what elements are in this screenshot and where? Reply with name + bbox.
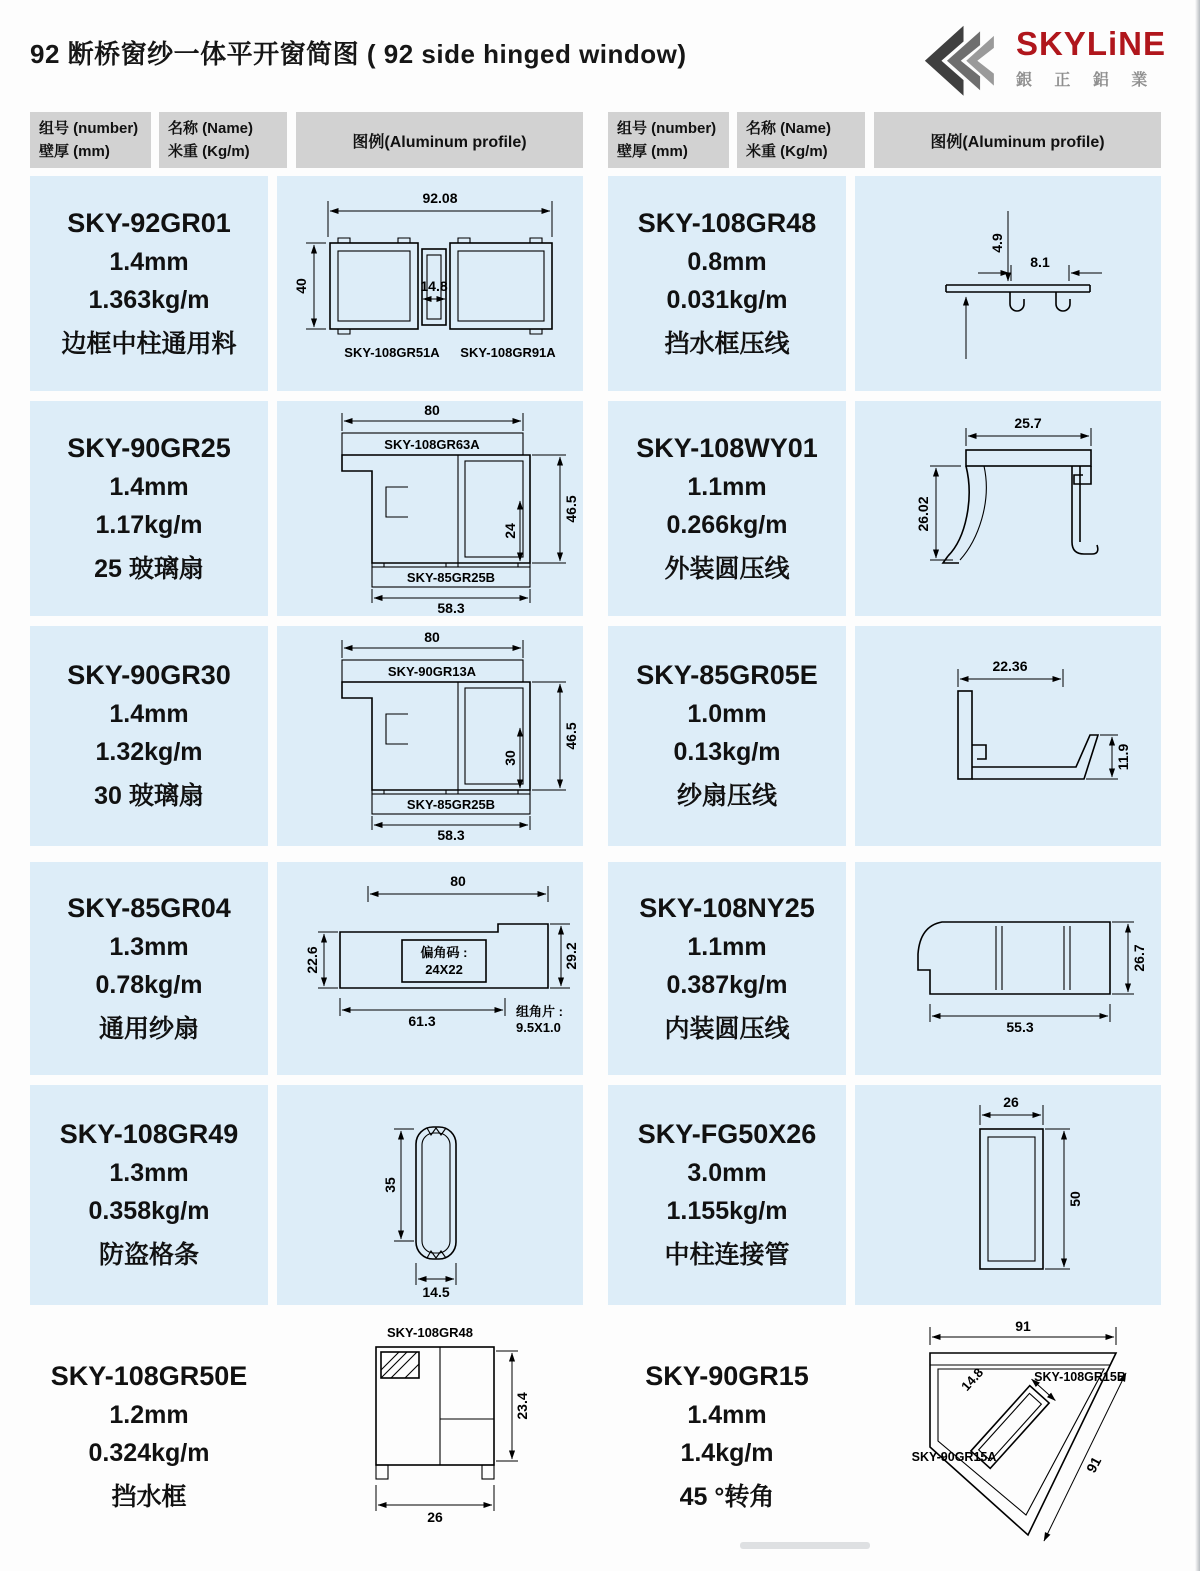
dim-height: 46.5	[563, 494, 579, 523]
header-name-weight	[159, 112, 287, 168]
header-number-thickness	[30, 112, 151, 168]
dim-inner: 24	[502, 522, 518, 539]
dim-height: 11.9	[1115, 743, 1131, 771]
product-row-sky-108gr49	[30, 1085, 583, 1305]
product-weight: 0.266kg/m	[666, 510, 788, 539]
product-name: 边框中柱通用料	[61, 329, 237, 358]
product-row-sky-85gr05e	[608, 626, 1161, 846]
dim-width: 22.36	[992, 658, 1028, 674]
profile-sketch	[858, 633, 1158, 839]
brand-name: SKYLiNE	[1015, 24, 1166, 62]
product-row-sky-108gr50e	[30, 1319, 583, 1554]
dim-bottom-width: 58.3	[437, 599, 465, 615]
header-number-label: 组号 (number)	[39, 120, 139, 137]
profile-drawing	[855, 176, 1161, 391]
dim-width: 26	[1003, 1094, 1019, 1110]
product-info	[30, 1319, 268, 1554]
profile-drawing	[277, 626, 583, 846]
header-legend-label: 图例(Aluminum profile)	[296, 112, 583, 168]
dim-mid: 14.8	[958, 1364, 987, 1394]
sub-profile-label: SKY-90GR15A	[911, 1449, 997, 1464]
company-logo	[912, 16, 1166, 100]
table-header-right	[608, 112, 1161, 168]
sub-profile-label: SKY-108GR91A	[460, 344, 556, 360]
product-code: SKY-90GR30	[67, 660, 231, 690]
product-info	[608, 176, 846, 391]
product-info	[608, 1085, 846, 1305]
profile-sketch	[280, 630, 580, 842]
product-row-sky-108ny25	[608, 862, 1161, 1075]
profile-sketch	[858, 406, 1158, 612]
profile-sketch	[280, 403, 580, 615]
dim-height: 4.9	[989, 232, 1005, 253]
product-thickness: 1.0mm	[687, 700, 767, 728]
product-thickness: 1.4mm	[109, 247, 189, 276]
sub-profile-label: SKY-108GR51A	[344, 344, 440, 360]
product-name: 30 玻璃扇	[94, 782, 204, 810]
profile-drawing	[855, 1085, 1161, 1305]
product-info	[608, 401, 846, 616]
dim-diagonal: 91	[1082, 1453, 1105, 1475]
profile-drawing	[855, 401, 1161, 616]
product-thickness: 1.4mm	[109, 700, 189, 728]
dim-height: 50	[1067, 1191, 1083, 1207]
sub-profile-label: SKY-108GR15B	[1034, 1369, 1126, 1384]
dim-height: 26.02	[915, 495, 931, 532]
profile-sketch	[858, 181, 1158, 387]
dim-height: 40	[293, 277, 309, 294]
dim-width: 80	[450, 872, 466, 889]
product-info	[608, 862, 846, 1075]
page-title: 92 断桥窗纱一体平开窗简图 ( 92 side hinged window)	[30, 39, 687, 69]
product-name: 挡水框压线	[664, 329, 790, 358]
product-info	[608, 1319, 846, 1554]
product-thickness: 1.2mm	[109, 1400, 189, 1429]
product-name: 45 °转角	[679, 1482, 775, 1511]
product-code: SKY-108GR50E	[50, 1360, 248, 1391]
drawing-note: 24X22	[425, 961, 463, 977]
header-name-label: 名称 (Name)	[746, 120, 832, 137]
profile-drawing	[855, 862, 1161, 1075]
product-info	[30, 862, 268, 1075]
product-name: 25 玻璃扇	[94, 554, 204, 583]
header-number-label: 组号 (number)	[617, 120, 717, 137]
header-thickness-label: 壁厚 (mm)	[39, 143, 110, 160]
product-name: 内装圆压线	[664, 1014, 790, 1043]
product-info	[30, 1085, 268, 1305]
logo-text	[1015, 24, 1166, 90]
product-row-sky-108gr48	[608, 176, 1161, 391]
product-row-sky-90gr15	[608, 1319, 1161, 1554]
product-row-sky-92gr01	[30, 176, 583, 391]
brand-subtitle: 銀 正 鋁 業	[1015, 71, 1157, 89]
table-header-left	[30, 112, 583, 168]
product-name: 防盗格条	[98, 1241, 199, 1269]
product-weight: 1.155kg/m	[666, 1197, 788, 1225]
product-weight: 0.324kg/m	[88, 1438, 210, 1467]
dim-height: 35	[382, 1177, 398, 1193]
product-weight: 0.031kg/m	[666, 285, 788, 314]
dim-bottom-width: 58.3	[437, 827, 465, 842]
dim-width: 80	[424, 402, 440, 418]
header-thickness-label: 壁厚 (mm)	[617, 143, 688, 160]
product-name: 通用纱扇	[98, 1014, 199, 1043]
profile-drawing	[277, 862, 583, 1075]
product-row-sky-108wy01	[608, 401, 1161, 616]
product-name: 挡水框	[111, 1482, 187, 1511]
header-legend-label: 图例(Aluminum profile)	[874, 112, 1161, 168]
sub-profile-label: SKY-85GR25B	[406, 569, 496, 585]
product-info	[30, 626, 268, 846]
dim-height: 46.5	[563, 722, 579, 750]
product-thickness: 1.3mm	[109, 1159, 189, 1187]
dim-width: 8.1	[1030, 253, 1050, 270]
left-column	[30, 112, 583, 1564]
product-thickness: 1.1mm	[687, 472, 767, 501]
profile-sketch	[280, 866, 580, 1072]
product-code: SKY-108GR49	[59, 1119, 239, 1149]
product-info	[30, 401, 268, 616]
profile-sketch	[280, 181, 580, 387]
dim-width: 91	[1015, 1318, 1031, 1334]
dim-height: 23.4	[514, 1391, 530, 1420]
product-code: SKY-108GR48	[637, 207, 817, 238]
product-weight: 0.387kg/m	[666, 970, 788, 999]
product-row-sky-90gr30	[30, 626, 583, 846]
dim-right: 29.2	[563, 941, 579, 970]
product-weight: 0.358kg/m	[88, 1197, 210, 1225]
profile-drawing	[277, 176, 583, 391]
sub-profile-label: SKY-108GR48	[387, 1324, 473, 1340]
product-weight: 1.17kg/m	[95, 510, 203, 539]
product-row-sky-fg50x26	[608, 1085, 1161, 1305]
dim-height: 26.7	[1131, 943, 1147, 972]
product-info	[608, 626, 846, 846]
dim-left: 22.6	[304, 945, 320, 974]
dim-width: 92.08	[422, 189, 458, 206]
product-thickness: 3.0mm	[687, 1159, 767, 1187]
profile-drawing	[277, 1085, 583, 1305]
product-thickness: 1.4mm	[109, 472, 189, 501]
header-weight-label: 米重 (Kg/m)	[168, 143, 250, 160]
product-thickness: 1.4mm	[687, 1400, 767, 1429]
dim-width: 80	[424, 630, 440, 645]
profile-sketch	[858, 1089, 1158, 1301]
product-code: SKY-90GR15	[645, 1360, 809, 1391]
product-thickness: 1.1mm	[687, 932, 767, 961]
product-weight: 1.32kg/m	[95, 738, 203, 766]
dim-inner: 30	[502, 750, 518, 766]
product-name: 外装圆压线	[664, 554, 790, 583]
profile-drawing	[855, 1319, 1161, 1554]
product-code: SKY-90GR25	[67, 432, 231, 463]
drawing-note: 组角片 :	[516, 1003, 563, 1019]
header-name-weight	[737, 112, 865, 168]
profile-drawing	[855, 626, 1161, 846]
dim-bottom-width: 55.3	[1006, 1018, 1034, 1035]
drawing-note: 9.5X1.0	[516, 1019, 561, 1035]
chevrons-icon	[912, 16, 1004, 100]
dim-bottom-width: 61.3	[408, 1012, 436, 1029]
product-code: SKY-108WY01	[636, 432, 818, 463]
drawing-note: 偏角码 :	[420, 944, 468, 960]
product-thickness: 1.3mm	[109, 932, 189, 961]
product-row-sky-90gr25	[30, 401, 583, 616]
header-number-thickness	[608, 112, 729, 168]
product-info	[30, 176, 268, 391]
dim-width: 25.7	[1014, 414, 1042, 431]
header-name-label: 名称 (Name)	[168, 120, 254, 137]
product-weight: 1.363kg/m	[88, 285, 210, 314]
scan-edge-artifact	[1195, 0, 1200, 1571]
right-column	[608, 112, 1161, 1564]
dim-width: 26	[427, 1508, 443, 1525]
dim-mid: 14.8	[420, 277, 448, 294]
sub-profile-label: SKY-90GR13A	[387, 664, 477, 679]
product-weight: 1.4kg/m	[680, 1438, 774, 1467]
product-weight: 0.78kg/m	[95, 970, 203, 999]
product-name: 纱扇压线	[676, 782, 777, 810]
dim-width: 14.5	[422, 1284, 450, 1300]
header-weight-label: 米重 (Kg/m)	[746, 143, 828, 160]
profile-sketch	[280, 1089, 580, 1301]
profile-drawing	[277, 1319, 583, 1554]
product-name: 中柱连接管	[664, 1241, 790, 1269]
product-row-sky-85gr04	[30, 862, 583, 1075]
product-code: SKY-FG50X26	[637, 1119, 817, 1149]
sub-profile-label: SKY-108GR63A	[384, 436, 480, 452]
profile-sketch	[858, 1319, 1158, 1555]
product-thickness: 0.8mm	[687, 247, 767, 276]
scan-smudge-artifact	[740, 1542, 870, 1549]
profile-drawing	[277, 401, 583, 616]
sub-profile-label: SKY-85GR25B	[406, 797, 496, 812]
product-code: SKY-92GR01	[67, 207, 231, 238]
profile-sketch	[858, 866, 1158, 1072]
product-code: SKY-85GR04	[67, 892, 231, 923]
product-code: SKY-108NY25	[639, 892, 815, 923]
product-code: SKY-85GR05E	[636, 660, 818, 690]
profile-sketch	[280, 1319, 580, 1555]
product-weight: 0.13kg/m	[673, 738, 781, 766]
